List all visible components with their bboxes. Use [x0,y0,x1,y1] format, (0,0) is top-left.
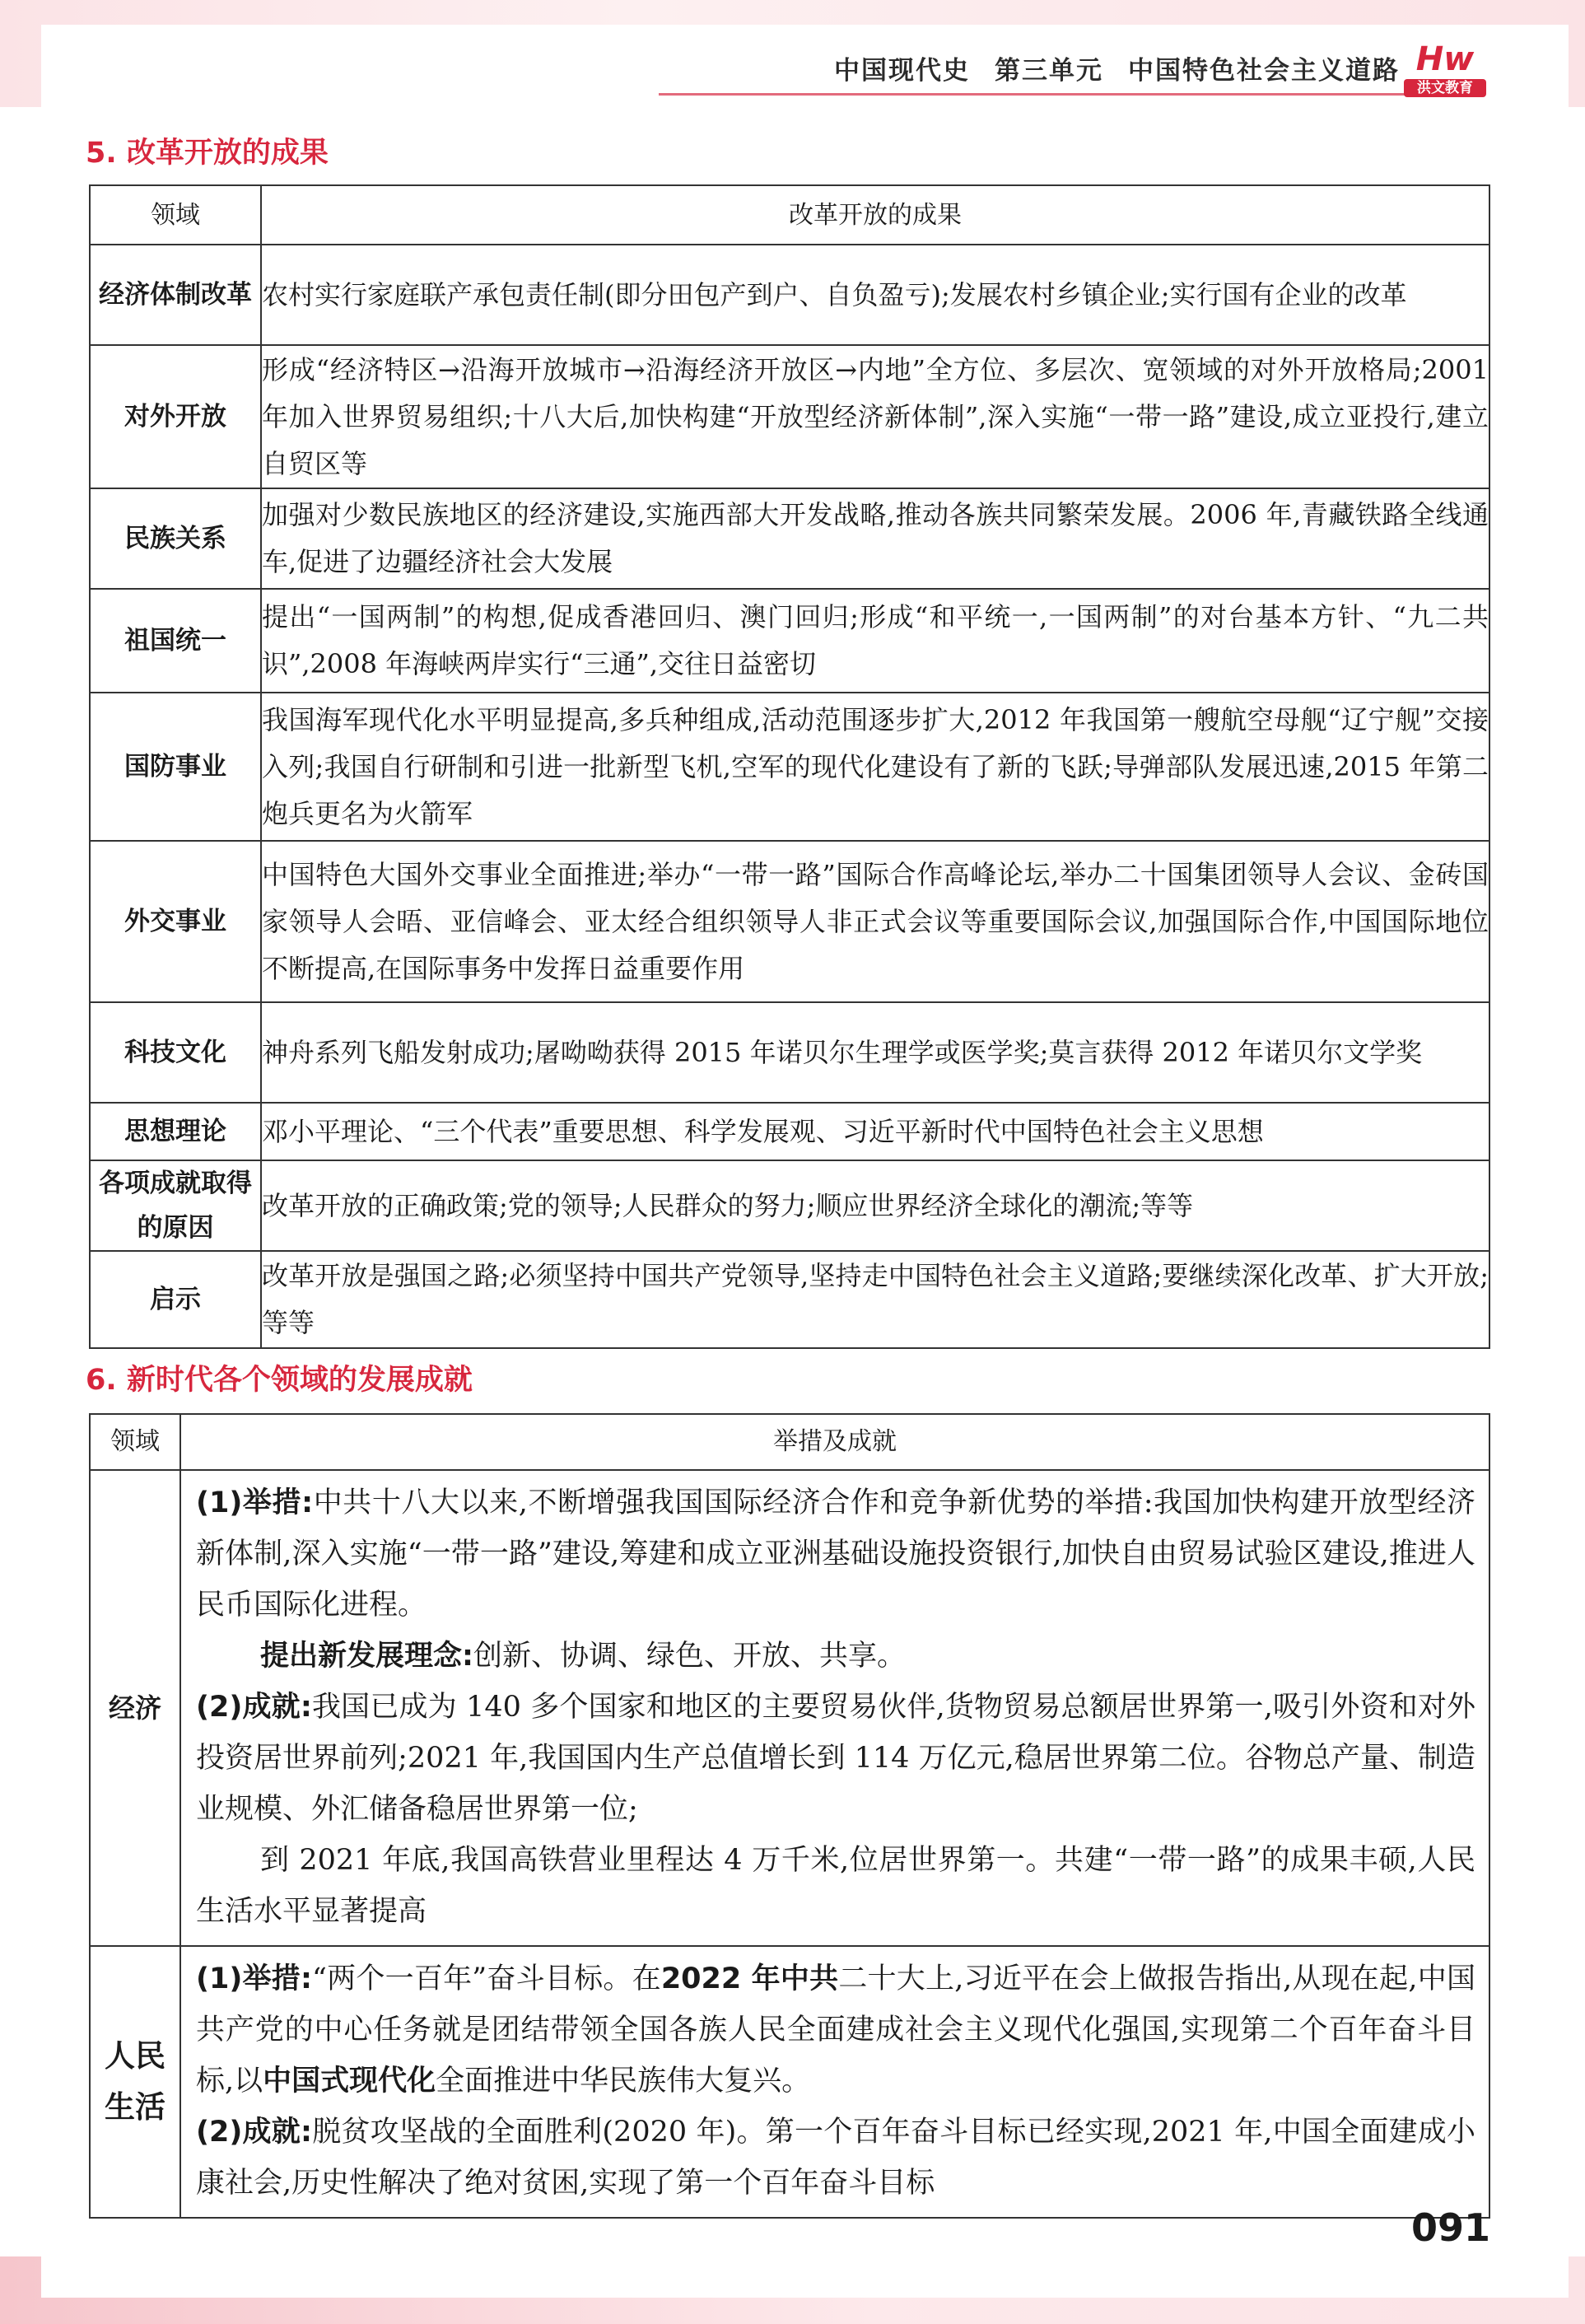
table-row-economy [90,1470,1489,1946]
section-6-title: 6. 新时代各个领域的发展成就 [86,1364,473,1397]
row-content: 提出“一国两制”的构想,促成香港回归、澳门回归;形成“和平统一,一国两制”的对台基本方针、“九二共识”,2008 年海峡两岸实行“三通”,交往日益密切 [261,589,1489,693]
livelihood-bold-modernization: 中国式现代化 [263,2065,436,2098]
table-row [90,1002,1489,1103]
economy-achievements [196,1682,1475,1835]
row-area: 民族关系 [90,488,261,589]
livelihood-measures-label: (1)举措: [196,1962,313,1995]
table-row [90,1103,1489,1160]
table-header-row [90,185,1489,245]
row-area: 启示 [90,1251,261,1348]
livelihood-measures-text-a: “两个一百年”奋斗目标。在 [312,1962,661,1995]
livelihood-achievements [196,2107,1475,2209]
header-rule [659,93,1474,96]
header-part-1: 中国现代史 [834,56,970,86]
header-part-3: 中国特色社会主义道路 [1128,56,1400,86]
row-area: 祖国统一 [90,589,261,693]
livelihood-achievements-label: (2)成就: [196,2116,312,2149]
table-row [90,589,1489,693]
logo-mark: Hw [1415,40,1475,78]
economy-measures-label: (1)举措: [196,1486,314,1519]
row-area: 各项成就取得的原因 [90,1160,261,1251]
livelihood-area-line-1: 人民 [105,2038,165,2074]
economy-achievements-label: (2)成就: [196,1691,312,1724]
row-area: 思想理论 [90,1103,261,1160]
row-content-economy [180,1470,1489,1946]
new-era-achievements-table [89,1413,1490,2219]
row-content: 农村实行家庭联产承包责任制(即分田包产到户、自负盈亏);发展农村乡镇企业;实行国有企业的改革 [261,245,1489,345]
economy-measures-text: 中共十八大以来,不断增强我国国际经济合作和竞争新优势的举措:我国加快构建开放型经济新体制,深入实施“一带一路”建设,筹建和成立亚洲基础设施投资银行,加快自由贸易试验区建设,推进人民币国际化进程。 [196,1486,1476,1622]
table-row [90,488,1489,589]
column-header-measures: 举措及成就 [180,1414,1489,1470]
row-content: 改革开放的正确政策;党的领导;人民群众的努力;顺应世界经济全球化的潮流;等等 [261,1160,1489,1251]
column-header-area: 领域 [90,1414,180,1470]
row-area: 科技文化 [90,1002,261,1103]
livelihood-measures [196,1953,1475,2107]
livelihood-bold-date: 2022 年中共 [660,1962,839,1995]
table-row [90,693,1489,841]
reform-achievements-table [89,184,1490,1349]
table-row [90,1251,1489,1348]
column-header-achievements: 改革开放的成果 [261,185,1489,245]
header-part-2: 第三单元 [995,56,1103,86]
livelihood-area-line-2: 生活 [105,2089,165,2125]
section-5-title: 5. 改革开放的成果 [86,137,329,170]
row-area: 外交事业 [90,841,261,1002]
economy-concept-label: 提出新发展理念: [260,1640,473,1673]
row-content: 神舟系列飞船发射成功;屠呦呦获得 2015 年诺贝尔生理学或医学奖;莫言获得 2012 年诺贝尔文学奖 [261,1002,1489,1103]
table-header-row [90,1414,1489,1470]
row-content: 邓小平理论、“三个代表”重要思想、科学发展观、习近平新时代中国特色社会主义思想 [261,1103,1489,1160]
running-header [659,48,1400,94]
economy-concept [196,1631,1475,1682]
row-content-livelihood [180,1946,1489,2218]
row-area: 对外开放 [90,345,261,488]
livelihood-measures-text-b: 二十大上,习近平在会上做报告指出,从现在起,中国共产党的中心任务就是团结带领全国各族人民全面建成社会主义现代化强国,实现第二个百年奋斗目标,以 [196,1962,1475,2098]
economy-measures [196,1477,1475,1631]
row-content: 形成“经济特区→沿海开放城市→沿海经济开放区→内地”全方位、多层次、宽领域的对外开放格局;2001 年加入世界贸易组织;十八大后,加快构建“开放型经济新体制”,深入实施“一带一路”建设,成立亚投行,建立自贸区等 [261,345,1489,488]
table-row [90,841,1489,1002]
row-content: 我国海军现代化水平明显提高,多兵种组成,活动范围逐步扩大,2012 年我国第一艘航空母舰“辽宁舰”交接入列;我国自行研制和引进一批新型飞机,空军的现代化建设有了新的飞跃;导弹部队发展迅速,2015 年第二炮兵更名为火箭军 [261,693,1489,841]
livelihood-measures-text-c: 全面推进中华民族伟大复兴。 [436,2065,811,2098]
table-row [90,345,1489,488]
column-header-area: 领域 [90,185,261,245]
publisher-logo [1404,41,1486,99]
row-content: 改革开放是强国之路;必须坚持中国共产党领导,坚持走中国特色社会主义道路;要继续深化改革、扩大开放;等等 [261,1251,1489,1348]
table-row [90,245,1489,345]
row-area: 国防事业 [90,693,261,841]
economy-concept-text: 创新、协调、绿色、开放、共享。 [473,1640,907,1673]
table-row-livelihood [90,1946,1489,2218]
row-content: 加强对少数民族地区的经济建设,实施西部大开发战略,推动各族共同繁荣发展。2006 年,青藏铁路全线通车,促进了边疆经济社会大发展 [261,488,1489,589]
logo-text: 洪文教育 [1404,79,1486,97]
livelihood-achievements-text: 脱贫攻坚战的全面胜利(2020 年)。第一个百年奋斗目标已经实现,2021 年,中国全面建成小康社会,历史性解决了绝对贫困,实现了第一个百年奋斗目标 [196,2116,1475,2200]
page-number: 091 [1410,2205,1490,2250]
row-content: 中国特色大国外交事业全面推进;举办“一带一路”国际合作高峰论坛,举办二十国集团领导人会议、金砖国家领导人会晤、亚信峰会、亚太经合组织领导人非正式会议等重要国际会议,加强国际合作,中国国际地位不断提高,在国际事务中发挥日益重要作用 [261,841,1489,1002]
row-area-economy: 经济 [90,1470,180,1946]
table-row [90,1160,1489,1251]
row-area: 经济体制改革 [90,245,261,345]
row-area-livelihood [90,1946,180,2218]
economy-achievements-text: 我国已成为 140 多个国家和地区的主要贸易伙伴,货物贸易总额居世界第一,吸引外资和对外投资居世界前列;2021 年,我国国内生产总值增长到 114 万亿元,稳居世界第二位。谷物总产量、制造业规模、外汇储备稳居世界第一位; [196,1691,1475,1826]
economy-railway: 到 2021 年底,我国高铁营业里程达 4 万千米,位居世界第一。共建“一带一路”的成果丰硕,人民生活水平显著提高 [196,1844,1475,1928]
